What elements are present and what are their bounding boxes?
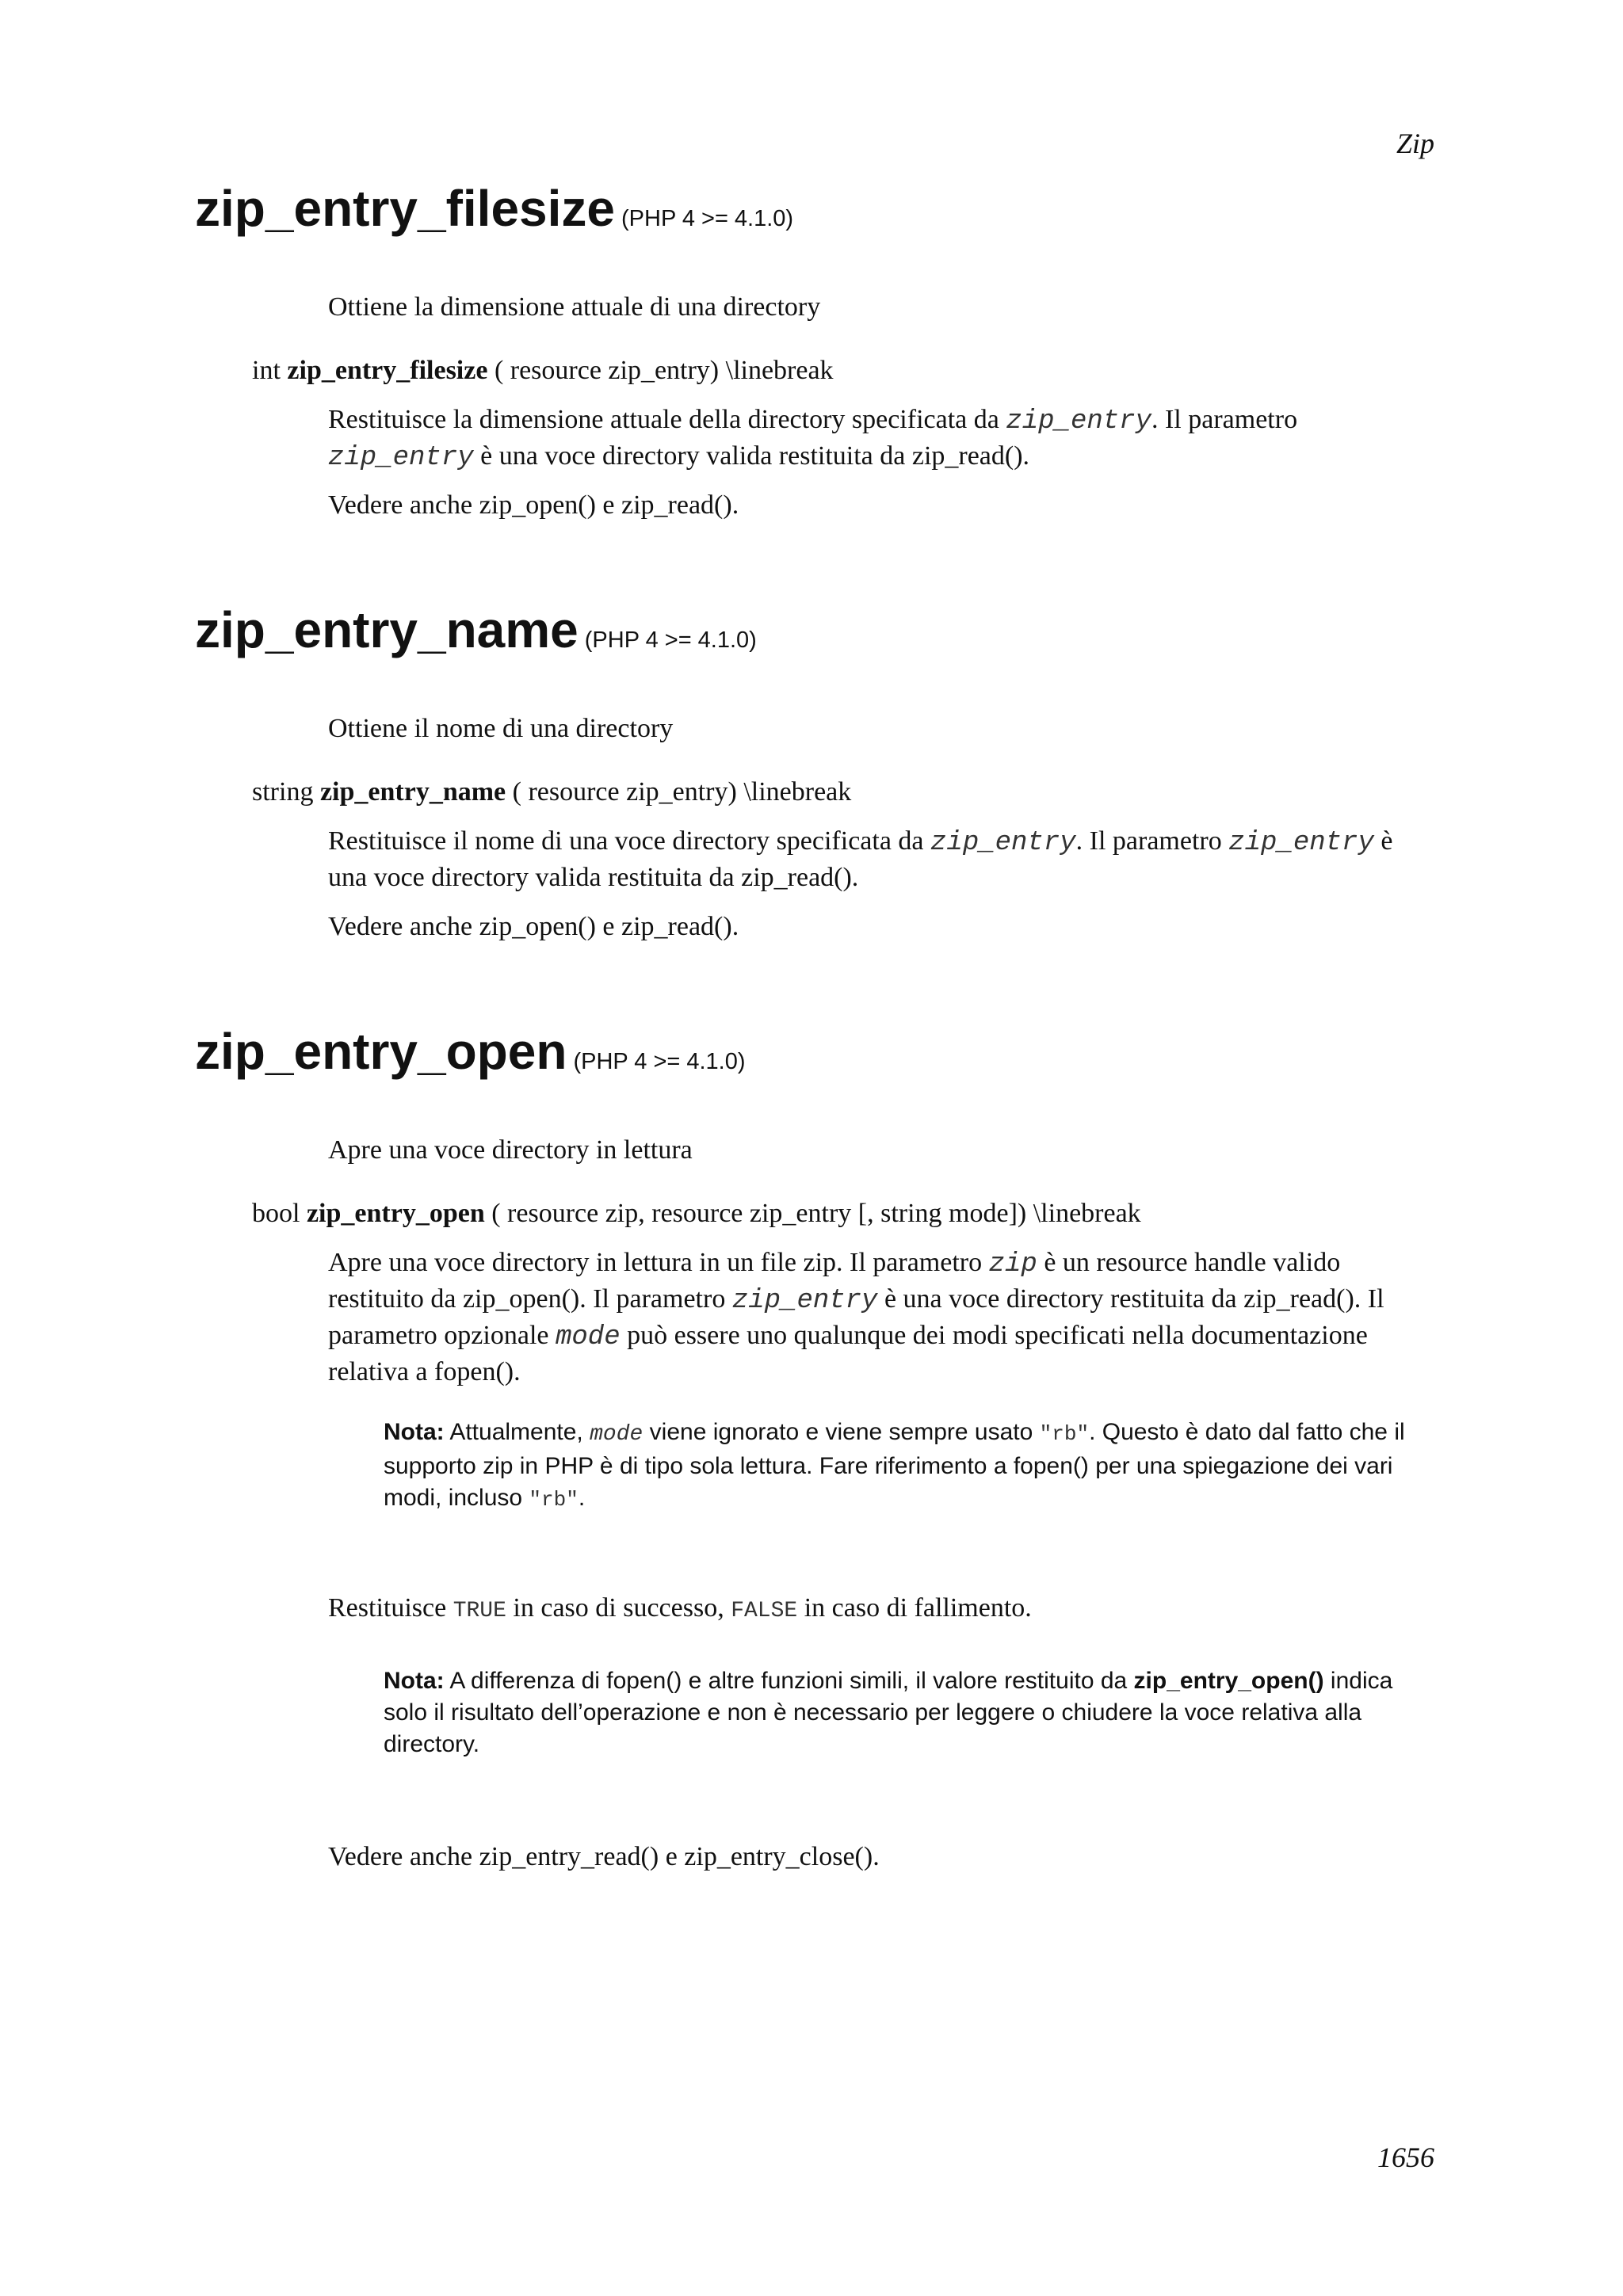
note-box xyxy=(384,1417,1438,1516)
note-text: A differenza di fopen() e altre funzioni simili, il valore restituito da xyxy=(444,1668,1134,1694)
returns-text: Restituisce xyxy=(328,1593,453,1623)
literal-code: "rb" xyxy=(1039,1422,1090,1446)
note-text: Attualmente, xyxy=(444,1419,590,1445)
see-also: Vedere anche zip_open() e zip_read(). xyxy=(328,490,739,520)
function-title xyxy=(195,1022,746,1081)
param-code: zip_entry xyxy=(1006,406,1151,437)
desc-text: Restituisce la dimensione attuale della directory specificata da xyxy=(328,405,1006,434)
return-type: bool xyxy=(252,1199,300,1228)
constant-code: FALSE xyxy=(731,1599,798,1623)
running-header: Zip xyxy=(1396,128,1434,159)
function-ref: zip_entry_open() xyxy=(1133,1668,1324,1694)
desc-text: è un resource handle valido restituito da zip_open(). Il parametro xyxy=(328,1248,1341,1314)
function-description xyxy=(328,1245,1438,1390)
signature-name: zip_entry_filesize xyxy=(287,356,488,385)
see-also: Vedere anche zip_open() e zip_read(). xyxy=(328,912,739,941)
function-title xyxy=(195,601,757,659)
php-version: (PHP 4 >= 4.1.0) xyxy=(621,206,794,231)
param-code: zip_entry xyxy=(328,443,474,473)
function-summary: Ottiene il nome di una directory xyxy=(328,714,674,743)
signature-name: zip_entry_name xyxy=(319,777,506,807)
desc-text: è una voce directory restituita da zip_read(). Il parametro opzionale xyxy=(328,1284,1384,1350)
note-label: Nota: xyxy=(384,1419,445,1445)
signature-params: ( resource zip_entry) \linebreak xyxy=(512,777,852,807)
note-text: indica solo il risultato dell’operazione e non è necessario per leggere o chiudere la voce relativa alla directory. xyxy=(384,1668,1393,1757)
returns-text: in caso di successo, xyxy=(506,1593,731,1623)
function-signature xyxy=(252,353,1520,388)
param-code: mode xyxy=(590,1422,643,1447)
note-label: Nota: xyxy=(384,1668,445,1694)
function-title xyxy=(195,179,793,238)
literal-code: "rb" xyxy=(529,1488,579,1512)
note-box xyxy=(384,1665,1438,1760)
return-type: int xyxy=(252,356,281,385)
desc-text: Apre una voce directory in lettura in un file zip. Il parametro xyxy=(328,1248,989,1277)
desc-text: Restituisce il nome di una voce directory specificata da xyxy=(328,826,931,856)
return-type: string xyxy=(252,777,314,807)
desc-text: è una voce directory valida restituita da zip_read(). xyxy=(473,441,1030,471)
php-version: (PHP 4 >= 4.1.0) xyxy=(584,627,757,653)
constant-code: TRUE xyxy=(453,1599,506,1623)
param-code: zip_entry xyxy=(1228,828,1374,858)
function-description xyxy=(328,402,1438,475)
returns-text: in caso di fallimento. xyxy=(797,1593,1032,1623)
function-name-heading: zip_entry_open xyxy=(195,1023,567,1080)
signature-params: ( resource zip_entry) \linebreak xyxy=(494,356,834,385)
function-name-heading: zip_entry_name xyxy=(195,601,579,658)
see-also: Vedere anche zip_entry_read() e zip_entry_close(). xyxy=(328,1842,880,1871)
signature-params: ( resource zip, resource zip_entry [, string mode]) \linebreak xyxy=(491,1199,1141,1228)
function-name-heading: zip_entry_filesize xyxy=(195,180,615,237)
function-summary: Apre una voce directory in lettura xyxy=(328,1135,693,1165)
page-number: 1656 xyxy=(1377,2142,1434,2173)
note-text: . Questo è dato dal fatto che il supporto zip in PHP è di tipo sola lettura. Fare riferimento a fopen() per una spiegazione dei vari modi, incluso xyxy=(384,1419,1405,1511)
signature-name: zip_entry_open xyxy=(306,1199,485,1228)
note-text: . xyxy=(578,1485,586,1511)
function-description xyxy=(328,824,1438,895)
function-summary: Ottiene la dimensione attuale di una directory xyxy=(328,292,821,322)
function-signature xyxy=(252,1196,1520,1231)
desc-text: . Il parametro xyxy=(1075,826,1229,856)
note-text: viene ignorato e viene sempre usato xyxy=(643,1419,1040,1445)
param-code: zip_entry xyxy=(930,828,1076,858)
desc-text: . Il parametro xyxy=(1151,405,1298,434)
desc-text: può essere uno qualunque dei modi specificati nella documentazione relativa a fopen(). xyxy=(328,1321,1368,1386)
function-signature xyxy=(252,775,1520,810)
param-code: zip_entry xyxy=(731,1286,878,1316)
param-code: mode xyxy=(555,1322,621,1352)
desc-text: è una voce directory valida restituita da zip_read(). xyxy=(328,826,1393,892)
param-code: zip xyxy=(988,1249,1037,1280)
php-version: (PHP 4 >= 4.1.0) xyxy=(573,1049,746,1074)
return-values xyxy=(328,1591,1438,1629)
